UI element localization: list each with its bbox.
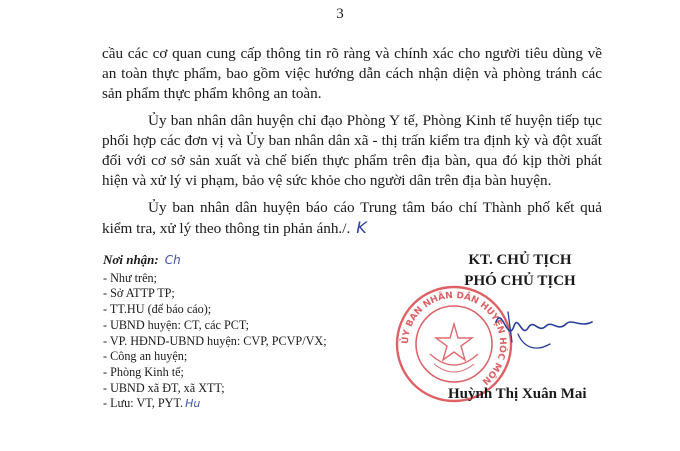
handwritten-paraph: Hu [185,397,201,411]
recipient-item: - VP. HĐND-UBND huyện: CVP, PCVP/VX; [103,333,327,348]
page-number: 3 [336,6,344,22]
recipients-list [103,271,403,412]
recipient-item-last [103,396,403,412]
body-paragraph-1: cầu các cơ quan cung cấp thông tin rõ ràng và chính xác cho người tiêu dùng về an toàn thực phẩm, bao gồm việc hướng dẫn cách nhận diện và phòng tránh các sản phẩm thực phẩm không an toàn. [102,45,602,102]
recipient-item: - Sở ATTP TP; [103,286,175,301]
signer-name: Huỳnh Thị Xuân Mai [448,386,587,402]
seal-emblem [430,324,478,372]
recipient-item: - UBND huyện: CT, các PCT; [103,317,250,332]
recipient-item: - TT.HU (để báo cáo); [103,302,212,317]
handwritten-initial: Ch [164,253,181,267]
signature-title-line-2: PHÓ CHỦ TỊCH [464,273,576,289]
recipients-heading: Nơi nhận: [103,252,159,267]
recipient-item: - UBND xã ĐT, xã XTT; [103,380,225,395]
recipients-block [103,252,403,412]
seal-text: ỦY BAN NHÂN DÂN HUYỆN HÓC MÔN [400,290,508,387]
recipient-item: - Công an huyện; [103,349,188,364]
body-paragraph-3: Ủy ban nhân dân huyện báo cáo Trung tâm báo chí Thành phố kết quả kiểm tra, xử lý theo thông tin phản ánh./. [102,199,602,237]
handwritten-mark: K [356,218,367,237]
recipients-heading-row [103,252,403,269]
body-paragraph-2: Ủy ban nhân dân huyện chỉ đạo Phòng Y tế, Phòng Kinh tế huyện tiếp tục phối hợp các đơn vị và Ủy ban nhân dân xã - thị trấn kiểm tra định kỳ và đột xuất đối với cơ sở sản xuất và chế biến thực phẩm trên địa bàn, qua đó kịp thời phát hiện và xử lý vi phạm, bảo vệ sức khỏe cho người dân trên địa bàn huyện. [102,112,602,189]
recipient-item: - Phòng Kinh tế; [103,364,184,379]
recipient-item: - Lưu: VT, PYT. [103,396,184,411]
document-body [102,44,602,239]
body-paragraph-3-wrap [102,198,602,239]
signature-title-line-1: KT. CHỦ TỊCH [468,252,572,268]
recipient-item: - Như trên; [103,270,157,285]
handwritten-signature [488,304,598,364]
